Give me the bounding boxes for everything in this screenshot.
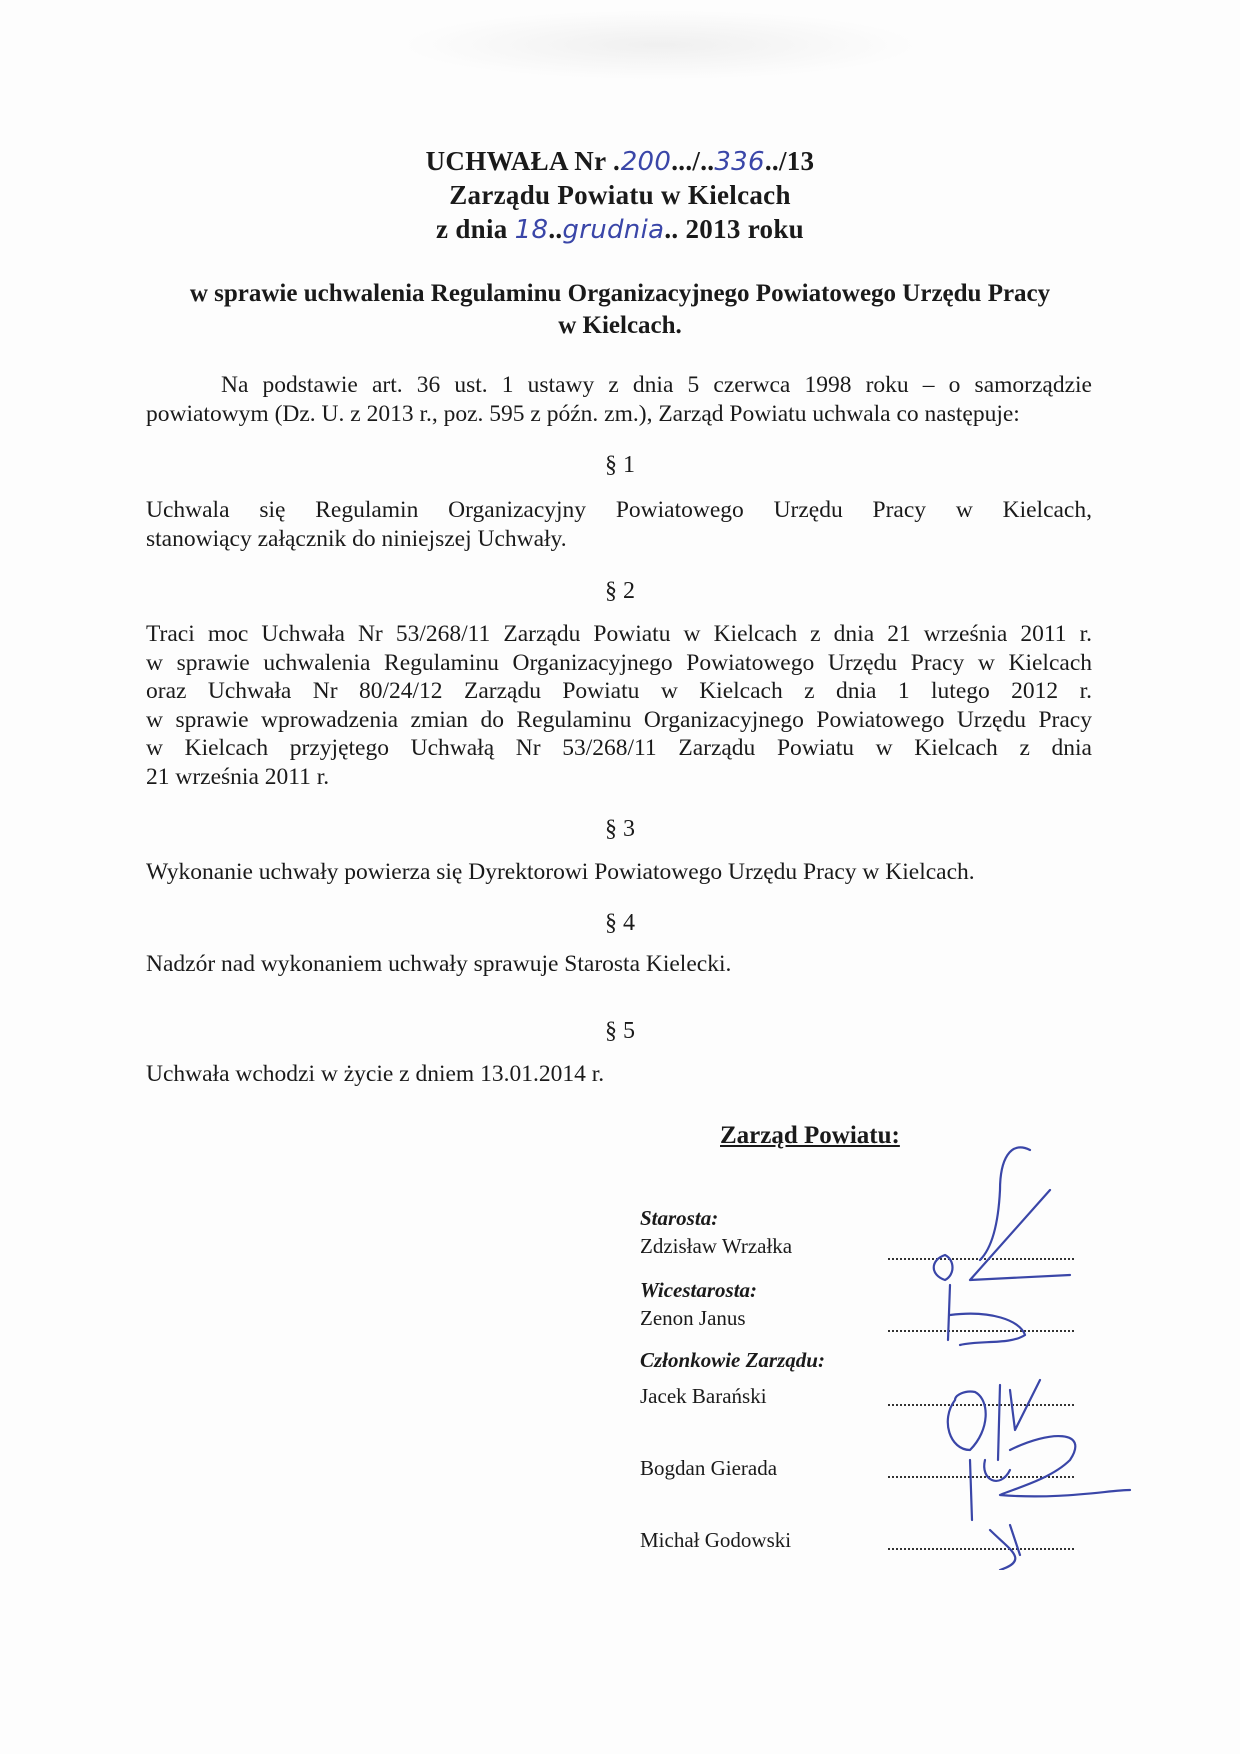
section-3-heading: § 3 (605, 816, 635, 842)
section-1-heading: § 1 (605, 452, 635, 478)
board-title: Zarząd Powiatu: (720, 1122, 900, 1149)
date-prefix: z dnia (436, 214, 515, 244)
signature-stroke-5 (948, 1392, 986, 1450)
section-5-line-1: Uchwała wchodzi w życie z dniem 13.01.2014 r. (146, 1061, 605, 1087)
resolution-number-line: UCHWAŁA Nr .200.../..336../13 (425, 146, 815, 177)
section-3-text (146, 858, 1092, 887)
title-line-2: w Kielcach. (558, 312, 682, 339)
section-2-line-6: 21 września 2011 r. (146, 763, 330, 790)
members-role: Członkowie Zarządu: (640, 1348, 825, 1372)
section-2-text (146, 620, 1092, 791)
starosta-name: Zdzisław Wrzałka (640, 1234, 793, 1258)
wicestarosta-role: Wicestarosta: (640, 1278, 758, 1302)
resolution-number-second: 336 (714, 147, 765, 177)
section-1-line-1: Uchwala się Regulamin Organizacyjny Powiatowego Urzędu Pracy w Kielcach, (146, 497, 1092, 523)
section-4-line-1: Nadzór nad wykonaniem uchwały sprawuje Starosta Kielecki. (146, 951, 732, 977)
signature-stroke-6 (998, 1380, 1040, 1460)
signature-stroke-4 (948, 1285, 1025, 1345)
section-2-line-3: oraz Uchwała Nr 80/24/12 Zarządu Powiatu w Kielcach z dnia 1 lutego 2012 r. (146, 678, 1092, 704)
member-2-name: Bogdan Gierada (640, 1456, 778, 1480)
section-5-heading: § 5 (605, 1018, 635, 1044)
section-2-line-2: w sprawie uchwalenia Regulaminu Organizacyjnego Powiatowego Urzędu Pracy w Kielcach (146, 649, 1092, 676)
preamble-line-1: Na podstawie art. 36 ust. 1 ustawy z dnia 5 czerwca 1998 roku – o samorządzie (221, 372, 1092, 398)
section-2-line-5: w Kielcach przyjętego Uchwałą Nr 53/268/11 Zarządu Powiatu w Kielcach z dnia (146, 735, 1092, 761)
signature-stroke-8 (1000, 1436, 1130, 1496)
signature-stroke-7 (970, 1460, 1010, 1520)
section-3-line-1: Wykonanie uchwały powierza się Dyrektorowi Powiatowego Urzędu Pracy w Kielcach. (146, 859, 975, 885)
resolution-number-first: 200 (620, 147, 672, 177)
signature-stroke-2 (970, 1190, 1070, 1280)
signature-stroke-3 (934, 1255, 953, 1280)
starosta-role: Starosta: (640, 1206, 719, 1230)
resolution-title (150, 278, 1090, 342)
section-2-heading: § 2 (605, 578, 635, 604)
section-4-heading: § 4 (605, 910, 635, 936)
wicestarosta-name: Zenon Janus (640, 1306, 746, 1330)
section-4-text (146, 950, 1092, 979)
issuer-line: Zarządu Powiatu w Kielcach (449, 180, 791, 210)
date-month: grudnia (562, 215, 665, 245)
date-day: 18 (514, 215, 549, 245)
section-5-text (146, 1060, 1092, 1089)
resolution-prefix: UCHWAŁA Nr (425, 146, 613, 176)
section-2-line-4: w sprawie wprowadzenia zmian do Regulaminu Organizacyjnego Powiatowego Urzędu Pracy (146, 706, 1092, 733)
signature-stroke-1 (980, 1147, 1030, 1260)
preamble-line-2: powiatowym (Dz. U. z 2013 r., poz. 595 z późn. zm.), Zarząd Powiatu uchwala co następuje: (146, 400, 1020, 427)
member-3-name: Michał Godowski (640, 1528, 792, 1552)
scan-artifact (400, 10, 920, 80)
date-suffix: . 2013 roku (671, 214, 804, 244)
handwritten-signatures (860, 1130, 1140, 1570)
section-1-line-2: stanowiący załącznik do niniejszej Uchwały. (146, 525, 567, 552)
date-line: z dnia 18..grudnia.. 2013 roku (436, 214, 804, 245)
resolution-separator: / (692, 146, 701, 176)
member-1-name: Jacek Barański (640, 1384, 767, 1408)
section-1-text (146, 496, 1092, 553)
signature-stroke-9 (990, 1525, 1020, 1570)
section-2-line-1: Traci moc Uchwała Nr 53/268/11 Zarządu Powiatu w Kielcach z dnia 21 września 2011 r. (146, 621, 1092, 647)
preamble (146, 371, 1092, 428)
title-line-1: w sprawie uchwalenia Regulaminu Organizacyjnego Powiatowego Urzędu Pracy (189, 280, 1051, 307)
resolution-suffix: /13 (778, 146, 815, 176)
